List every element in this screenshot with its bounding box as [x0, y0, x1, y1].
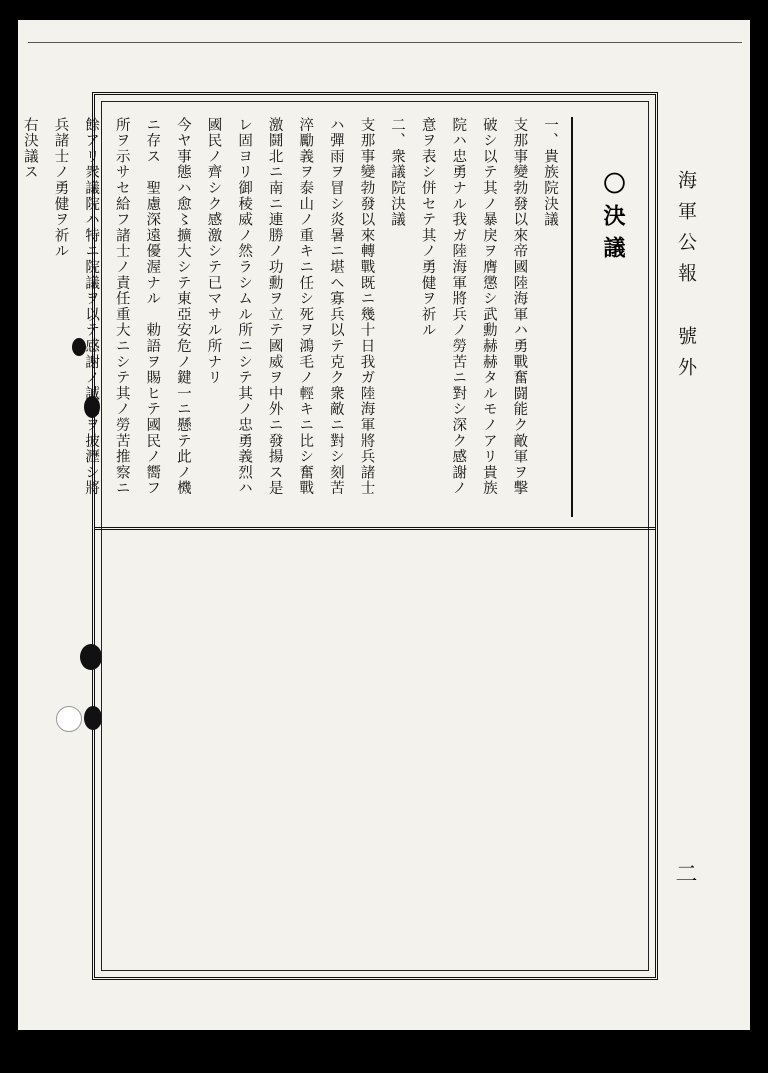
top-rule	[28, 42, 742, 43]
content-frame	[21, 92, 658, 980]
resolution-line: 意ヲ表シ併セテ其ノ勇健ヲ祈ル	[419, 117, 436, 339]
issue-label: 號外	[675, 326, 697, 389]
section-heading: 〇決議	[600, 172, 626, 268]
resolution-heading: 二、衆議院決議	[389, 117, 406, 228]
resolution-heading: 一、貴族院決議	[542, 117, 558, 228]
page-number: 二	[672, 862, 697, 884]
resolution-line: 所ヲ示サセ給フ諸士ノ責任重大ニシテ其ノ勞苦推察ニ	[113, 117, 130, 497]
heading-rule	[571, 117, 573, 517]
resolution-columns	[14, 117, 565, 517]
resolution-line: ニ存ス 聖慮深遠優渥ナル 勅語ヲ賜ヒテ國民ノ嚮フ	[144, 117, 161, 497]
running-header	[674, 170, 700, 388]
resolution-line: 兵諸士ノ勇健ヲ祈ル	[52, 117, 69, 260]
section-divider	[95, 527, 655, 530]
resolution-line: 淬勵義ヲ泰山ノ重キニ任シ死ヲ鴻毛ノ輕キニ比シ奮戰	[297, 117, 314, 497]
resolution-line: 支那事變勃發以來帝國陸海軍ハ勇戰奮闘能ク敵軍ヲ擊	[511, 117, 528, 497]
resolution-line: 國民ノ齊シク感激シテ已マサル所ナリ	[205, 117, 222, 386]
resolution-line: 破シ以テ其ノ暴戾ヲ膺懲シ武勳赫赫タルモノアリ貴族	[480, 117, 497, 497]
resolution-line: 餘アリ衆議院ハ特ニ院議ヲ以テ感謝ノ誠意ヲ披瀝シ將	[83, 117, 100, 497]
binding-hole-4	[56, 706, 82, 732]
resolution-line: ハ彈雨ヲ冒シ炎暑ニ堪ヘ寡兵以テ克ク衆敵ニ對シ刻苦	[327, 117, 344, 497]
resolution-line: 院ハ忠勇ナル我ガ陸海軍將兵ノ勞苦ニ對シ深ク感謝ノ	[450, 117, 467, 497]
resolution-line: 今ヤ事態ハ愈〻擴大シテ東亞安危ノ鍵一ニ懸テ此ノ機	[174, 117, 191, 497]
resolution-closing: 右決議ス	[21, 117, 38, 181]
resolution-line: 支那事變勃發以來轉戰既ニ幾十日我ガ陸海軍將兵諸士	[358, 117, 375, 497]
gazette-title: 海軍公報	[675, 170, 697, 294]
resolution-text-block	[21, 117, 641, 517]
resolution-line: レ固ヨリ御稜威ノ然ラシムル所ニシテ其ノ忠勇義烈ハ	[236, 117, 253, 497]
resolution-line: 激鬪北ニ南ニ連勝ノ功勳ヲ立テ國威ヲ中外ニ發揚ス是	[266, 117, 283, 497]
